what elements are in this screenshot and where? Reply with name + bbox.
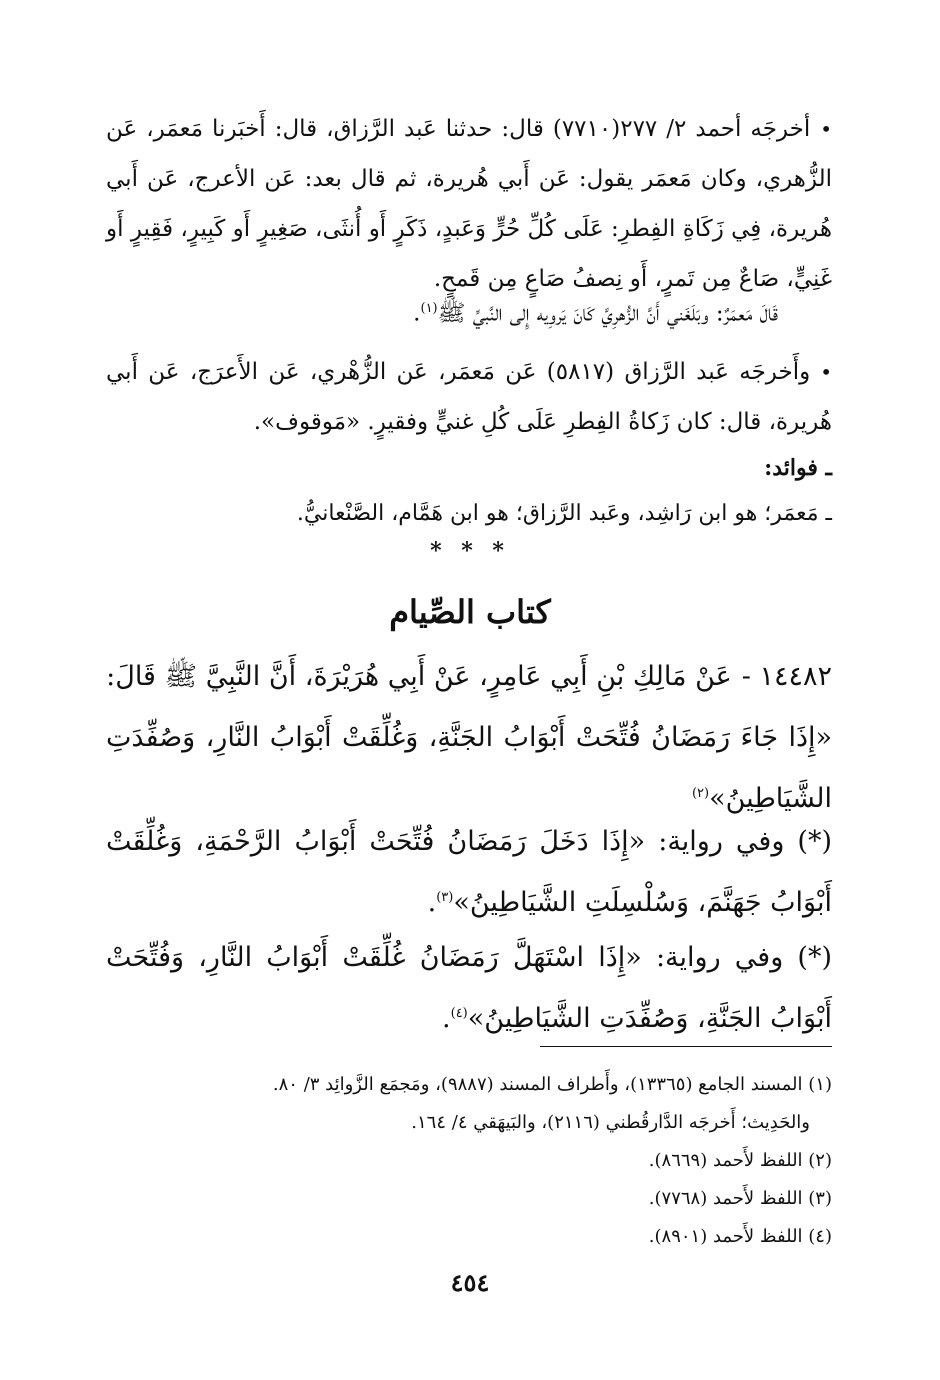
fawaid-heading: ـ فوائد:: [764, 455, 832, 481]
chapter-title: كتاب الصِّيام: [389, 593, 551, 631]
takhrij-text-ahmad: أخرجَه أحمد ٢/ ٢٧٧(٧٧١٠) قال: حدثنا عَبد الرَّزاق، قال: أَخبَرنا مَعمَر، عَن الزُّهري، وكان مَعمَر يقول: عَن أَبي هُريرة، ثم قال بعد: عَن الأعرج، عَن أَبي هُريرة، فِي زَكَاةِ الفِطرِ: عَلَى كُلِّ حُرٍّ وَعَبدٍ، ذَكَرٍ أَو أُنثَى، صَغِيرٍ أَو كَبِيرٍ، فَقِيرٍ أَو غَنِيٍّ، صَاعٌ مِن تَمرٍ، أَو نِصفُ صَاعٍ مِن قَمحٍ.: [106, 116, 832, 292]
footnotes: [106, 1066, 832, 1256]
bullet-icon: •: [820, 117, 833, 141]
statement-end: .: [413, 300, 421, 327]
footnote-2: (٢) اللفظ لأَحمد (٨٦٦٩).: [648, 1150, 832, 1171]
riwaya-2-end: .: [442, 1003, 451, 1034]
section-separator: * * *: [430, 538, 510, 564]
footnote-1-continuation: والحَدِيث؛ أَخرجَه الدَّارقُطني (٢١١٦)، والبَيهَقي ٤/ ١٦٤.: [411, 1112, 810, 1133]
hadith-matn-text: «إِذَا جَاءَ رَمَضَانُ فُتِّحَتْ أَبْوَابُ الجَنَّةِ، وَغُلِّقَتْ أَبْوَابُ النَّارِ، وَصُفِّدَتِ الشَّيَاطِينُ»: [106, 722, 832, 814]
riwaya-1: [106, 814, 832, 931]
hadith-isnad-text: عَنْ مَالِكِ بْنِ أَبِي عَامِرٍ، عَنْ أَبِي هُرَيْرَةَ، أَنَّ النَّبِيَّ ﷺ قَالَ:: [106, 661, 732, 692]
mamar-statement: [106, 289, 832, 334]
page-number: ٤٥٤: [450, 1268, 490, 1297]
footnote-ref-4[interactable]: (٤): [450, 1006, 468, 1021]
riwaya-2: [106, 930, 832, 1047]
fawaid-item: ـ مَعمَر؛ هو ابن رَاشِد، وعَبد الرَّزاق؛ هو ابن هَمَّام، الصَّنْعانيُّ.: [296, 501, 832, 526]
takhrij-text-abdulrazzaq: وأَخرجَه عَبد الرَّزاق (٥٨١٧) عَن مَعمَر، عَن الزُّهْري، عَن الأَعرَج، عَن أَبي هُريرة، قال: كان زَكاةُ الفِطرِ عَلَى كُلِ غنيٍّ وفقيرٍ. «مَوقوف».: [106, 359, 832, 435]
footnote-ref-3[interactable]: (٣): [436, 890, 454, 905]
riwaya-1-end: .: [427, 887, 437, 918]
riwaya-2-text: (*) وفي رواية: «إِذَا اسْتَهَلَّ رَمَضَانُ غُلِّقَتْ أَبْوَابُ النَّارِ، وَفُتِّحَتْ أَبْوَابُ الجَنَّةِ، وَصُفِّدَتِ الشَّيَاطِينُ»: [106, 942, 832, 1034]
footnote-ref-2[interactable]: (٢): [691, 786, 710, 801]
takhrij-paragraph-ahmad: [106, 104, 832, 304]
bullet-icon: •: [820, 360, 833, 384]
riwaya-1-text: (*) وفي رواية: «إِذَا دَخَلَ رَمَضَانُ فُتِّحَتْ أَبْوَابُ الرَّحْمَةِ، وَغُلِّقَتْ أَبْوَابُ جَهَنَّمَ، وَسُلْسِلَتِ الشَّيَاطِينُ»: [106, 826, 832, 918]
footnote-ref-1[interactable]: (١): [420, 301, 438, 316]
takhrij-paragraph-abdulrazzaq: [106, 347, 832, 447]
mamar-statement-text: قَالَ مَعمَرٌ: وبَلَغَني أَنَّ الزُّهرِيَّ كَانَ يَروِيه إِلى النَّبيِّ ﷺ: [437, 300, 778, 327]
footnote-3: (٣) اللفظ لأَحمد (٧٧٦٨).: [648, 1188, 832, 1209]
footnote-4: (٤) اللفظ لأَحمد (٨٩٠١).: [648, 1226, 832, 1247]
footnote-divider: [540, 1046, 832, 1047]
hadith-matn: [106, 710, 832, 827]
hadith-isnad: [106, 652, 832, 702]
footnote-1: (١) المسند الجامع (١٣٣٦٥)، وأَطراف المسند (٩٨٨٧)، ومَجمَع الزَّوائِد ٣/ ٨٠.: [272, 1074, 832, 1095]
hadith-number: ١٤٤٨٢ -: [741, 661, 832, 692]
